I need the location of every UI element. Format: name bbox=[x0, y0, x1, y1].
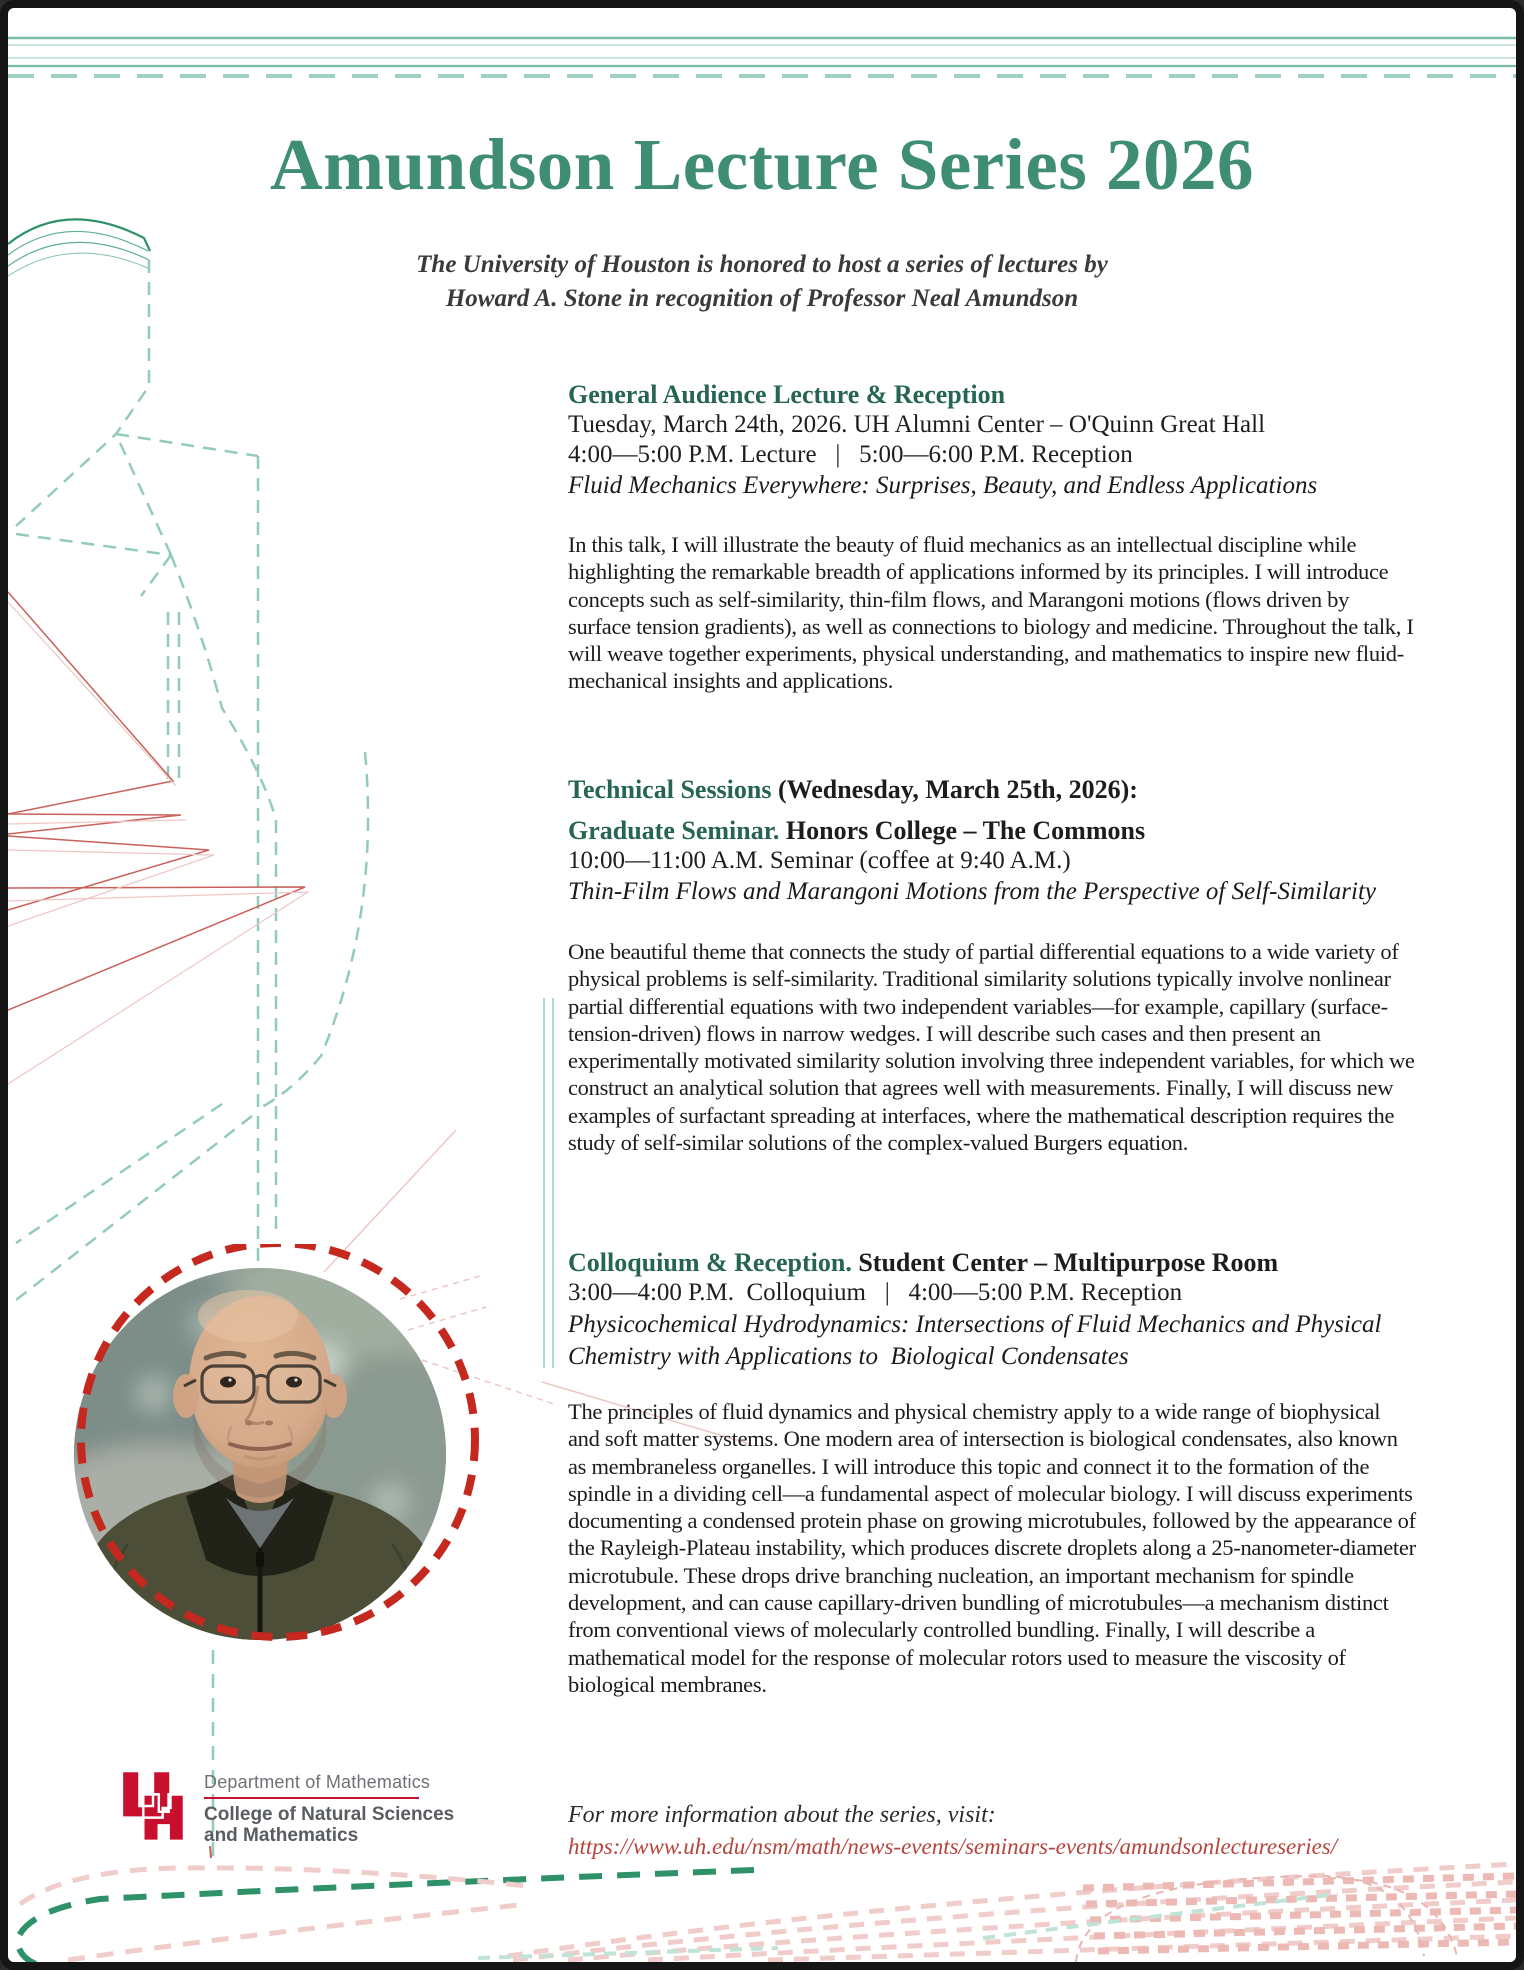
subtitle-line-1: The University of Houston is honored to host a series of lectures by bbox=[416, 251, 1108, 278]
graduate-seminar-label: Graduate Seminar. bbox=[568, 816, 780, 845]
subtitle-line-2: Howard A. Stone in recognition of Professor Neal Amundson bbox=[445, 285, 1079, 312]
more-info-label: For more information about the series, visit: bbox=[568, 1802, 996, 1828]
graduate-seminar-location: Honors College – The Commons bbox=[779, 816, 1146, 845]
logo-department-line: Department of Mathematics bbox=[204, 1772, 431, 1792]
general-lecture-talk-title: Fluid Mechanics Everywhere: Surprises, Beauty, and Endless Applications bbox=[568, 472, 1318, 499]
logo-college-line-2: and Mathematics bbox=[204, 1825, 359, 1846]
technical-sessions-date: (Wednesday, March 25th, 2026): bbox=[771, 775, 1138, 804]
general-lecture-heading: General Audience Lecture & Reception bbox=[568, 380, 1006, 409]
graduate-seminar-abstract: One beautiful theme that connects the study of partial differential equations to a wide variety of physical problems is self-similarity. Traditional similarity solutions typically involve nonlinear partial differential equations with two independent variables—for example, capillary (surface-tension-driven) flows in narrow wedges. I will describe such cases and then present an experimentally motivated similarity solution involving three independent variables, for which we construct an analytical solution that agrees well with measurements. Finally, I will discuss new examples of surfactant spreading at interfaces, where the mathematical description requires the study of self-similar solutions of the complex-valued Burgers equation. bbox=[568, 939, 1415, 1156]
colloquium-location: Student Center – Multipurpose Room bbox=[851, 1248, 1279, 1277]
uh-monogram-icon bbox=[120, 1768, 186, 1844]
page-subtitle bbox=[8, 248, 1516, 316]
uh-logo-text bbox=[204, 1768, 454, 1846]
graduate-seminar-heading bbox=[568, 816, 1416, 846]
red-spike-lines bbox=[8, 592, 305, 1010]
colloquium-talk-title: Physicochemical Hydrodynamics: Intersections of Fluid Mechanics and Physical Chemistry with Applications to Biological Condensates bbox=[568, 1311, 1382, 1370]
general-lecture-times: 4:00—5:00 P.M. Lecture | 5:00—6:00 P.M. Reception bbox=[568, 441, 1133, 468]
general-lecture-when-where: Tuesday, March 24th, 2026. UH Alumni Center – O'Quinn Great Hall bbox=[568, 411, 1266, 438]
speaker-portrait-photo bbox=[68, 1244, 484, 1656]
bottom-decoration bbox=[17, 1846, 1516, 1962]
colloquium-abstract: The principles of fluid dynamics and physical chemistry apply to a wide range of biophysical and soft matter systems. One modern area of intersection is biological condensates, also known as membraneless organelles. I will introduce this topic and connect it to the formation of the spindle in a dividing cell—a fundamental aspect of molecular biology. I will discuss experiments documenting a condensed protein phase on growing microtubules, followed by the appearance of the Rayleigh-Plateau instability, which produces discrete droplets along a 25-nanometer-diameter microtubule. These drops drive branching nucleation, an important mechanism for spindle development, and can cause capillary-driven bundling of microtubules—a mechanism distinct from conventional views of molecularly controlled bundling. Finally, I will describe a mathematical model for the response of molecular rotors used to measure the viscosity of biological membranes. bbox=[568, 1399, 1416, 1697]
general-lecture-abstract: In this talk, I will illustrate the beauty of fluid mechanics as an intellectual discipline while highlighting the remarkable breadth of applications informed by its principles. I will introduce concepts such as self-similarity, thin-film flows, and Marangoni motions (flows driven by surface tension gradients), as well as connections to biology and medicine. Throughout the talk, I will weave together experiments, physical understanding, and mathematics to inspire new fluid-mechanical insights and applications. bbox=[568, 532, 1414, 694]
top-border-lines bbox=[8, 38, 1516, 76]
technical-sessions-label: Technical Sessions bbox=[568, 775, 772, 804]
vertical-line-pair bbox=[544, 998, 553, 1368]
graduate-seminar-times: 10:00—11:00 A.M. Seminar (coffee at 9:40 A.M.) bbox=[568, 847, 1071, 874]
logo-college-line-1: College of Natural Sciences bbox=[204, 1804, 455, 1825]
colloquium-label: Colloquium & Reception. bbox=[568, 1248, 852, 1277]
logo-red-rule bbox=[204, 1797, 419, 1799]
page-title: Amundson Lecture Series 2026 bbox=[270, 124, 1254, 205]
series-url-link[interactable]: https://www.uh.edu/nsm/math/news-events/seminars-events/amundsonlectureseries/ bbox=[568, 1834, 1338, 1859]
pale-spike-lines bbox=[8, 602, 308, 1084]
uh-logo-block bbox=[120, 1768, 454, 1846]
colloquium-heading bbox=[568, 1248, 1416, 1278]
colloquium-times: 3:00—4:00 P.M. Colloquium | 4:00—5:00 P.M. Reception bbox=[568, 1279, 1183, 1306]
technical-sessions-heading bbox=[568, 775, 1416, 805]
graduate-seminar-talk-title: Thin-Film Flows and Marangoni Motions from the Perspective of Self-Similarity bbox=[568, 878, 1377, 905]
